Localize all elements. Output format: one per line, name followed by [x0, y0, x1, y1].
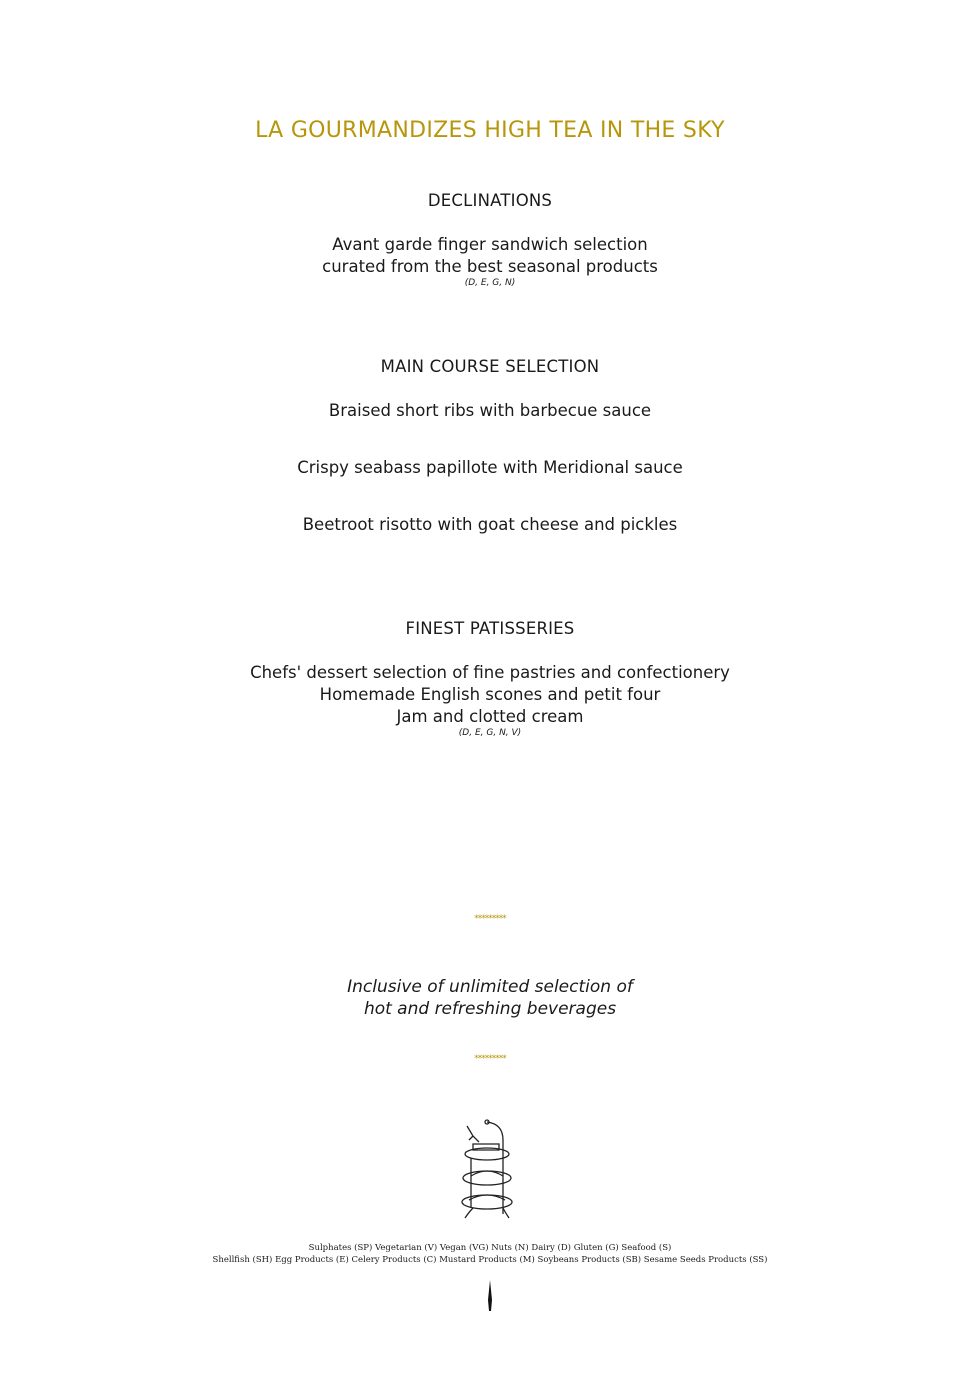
- menu-item: Crispy seabass papillote with Meridional sauce: [297, 458, 683, 477]
- menu-item: Avant garde finger sandwich selection: [332, 235, 648, 254]
- allergen-codes: (D, E, G, N, V): [458, 728, 522, 738]
- tea-stand-illustration: [455, 1118, 519, 1222]
- separator: *********: [474, 914, 506, 924]
- menu-item: Beetroot risotto with goat cheese and pickles: [302, 515, 678, 534]
- beverages-note: hot and refreshing beverages: [363, 999, 617, 1019]
- beverages-note: Inclusive of unlimited selection of: [347, 977, 633, 997]
- allergen-codes: (D, E, G, N): [464, 278, 516, 288]
- section-heading-main-course: MAIN COURSE SELECTION: [380, 357, 600, 376]
- quill-mark-icon: [485, 1280, 495, 1312]
- section-heading-patisseries: FINEST PATISSERIES: [405, 619, 575, 638]
- allergen-legend: Sulphates (SP) Vegetarian (V) Vegan (VG) Nuts (N) Dairy (D) Gluten (G) Seafood (S): [308, 1243, 672, 1253]
- menu-item: Homemade English scones and petit four: [319, 685, 661, 704]
- menu-title: LA GOURMANDIZES HIGH TEA IN THE SKY: [255, 118, 725, 143]
- section-heading-declinations: DECLINATIONS: [427, 191, 553, 210]
- menu-item: Jam and clotted cream: [396, 707, 584, 726]
- separator: *********: [474, 1054, 506, 1064]
- allergen-legend: Shellfish (SH) Egg Products (E) Celery Products (C) Mustard Products (M) Soybeans Products (SB) Sesame Seeds Products (SS): [212, 1255, 768, 1265]
- menu-item: Chefs' dessert selection of fine pastries and confectionery: [250, 663, 730, 682]
- menu-item: curated from the best seasonal products: [322, 257, 658, 276]
- menu-item: Braised short ribs with barbecue sauce: [328, 401, 652, 420]
